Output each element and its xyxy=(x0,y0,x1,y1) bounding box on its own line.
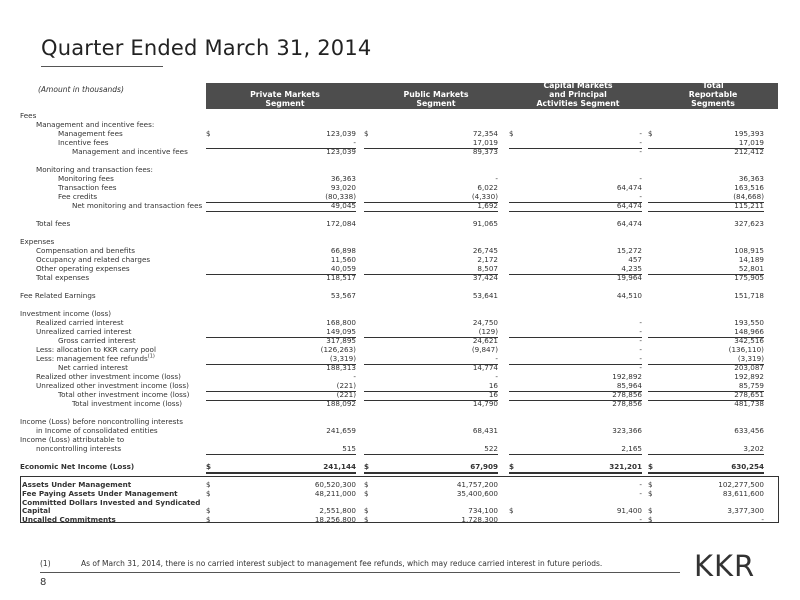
dollar-sign: $ xyxy=(364,515,369,524)
table-cell xyxy=(364,146,498,157)
cell-value: 734,100 xyxy=(468,506,498,515)
row-label-text: Compensation and benefits xyxy=(36,246,136,255)
table-cell xyxy=(206,290,356,301)
table-cell xyxy=(648,443,764,455)
column-header-1 xyxy=(206,83,364,109)
cell-value: 102,277,500 xyxy=(718,480,764,489)
row-label-text: Less: management fee refunds xyxy=(36,354,148,363)
cell-value: - xyxy=(639,363,642,372)
row-label-text: Economic Net Income (Loss) xyxy=(20,462,135,471)
cell-value: 93,020 xyxy=(330,183,356,192)
cell-value: - xyxy=(639,138,642,147)
cell-value: 83,611,600 xyxy=(722,489,764,498)
page-number: 8 xyxy=(40,577,47,588)
cell-value: 195,393 xyxy=(734,129,764,138)
cell-value: 49,045 xyxy=(330,201,356,210)
cell-value: 72,354 xyxy=(472,129,498,138)
dollar-sign: $ xyxy=(648,462,654,471)
column-header-2 xyxy=(364,83,508,109)
aum-row-label: Fee Paying Assets Under Management xyxy=(22,489,178,498)
cell-value: 3,202 xyxy=(743,444,764,453)
column-header-4 xyxy=(648,83,778,109)
cell-value: 1,692 xyxy=(477,201,498,210)
cell-value: 66,898 xyxy=(330,246,356,255)
cell-value: - xyxy=(639,480,642,489)
table-cell xyxy=(509,461,642,474)
cell-value: 41,757,200 xyxy=(456,480,498,489)
cell-value: 37,424 xyxy=(472,273,498,282)
cell-value: 163,516 xyxy=(734,183,764,192)
dollar-sign: $ xyxy=(206,129,211,138)
cell-value: 317,895 xyxy=(326,336,356,345)
column-header-line2: Public Markets xyxy=(403,90,469,99)
cell-value: 123,039 xyxy=(326,147,356,156)
table-cell xyxy=(364,461,498,474)
cell-value: 481,738 xyxy=(734,399,764,408)
row-label xyxy=(72,398,182,409)
dollar-sign: $ xyxy=(206,480,211,489)
cell-value: 26,745 xyxy=(472,246,498,255)
table-cell xyxy=(509,443,642,455)
dollar-sign: $ xyxy=(364,480,369,489)
row-label-text: Unrealized other investment income (loss) xyxy=(36,381,189,390)
table-cell xyxy=(364,488,498,499)
cell-value: 11,560 xyxy=(330,255,356,264)
aum-row-label: Committed Dollars Invested and Syndicated xyxy=(22,498,201,507)
table-cell xyxy=(509,200,642,212)
cell-value: - xyxy=(639,327,642,336)
table-cell xyxy=(206,146,356,157)
cell-value: (129) xyxy=(478,327,498,336)
row-label-text: noncontrolling interests xyxy=(36,444,122,453)
table-cell xyxy=(648,218,764,229)
cell-value: 321,201 xyxy=(609,462,642,471)
cell-value: 18,256,800 xyxy=(314,515,356,524)
dollar-sign: $ xyxy=(648,489,653,498)
cell-value: 172,084 xyxy=(326,219,356,228)
cell-value: (126,263) xyxy=(320,345,356,354)
table-cell xyxy=(648,146,764,157)
cell-value: 64,474 xyxy=(616,201,642,210)
cell-value: 68,431 xyxy=(472,426,498,435)
units-note: (Amount in thousands) xyxy=(38,85,124,94)
cell-value: - xyxy=(353,138,356,147)
table-cell xyxy=(509,290,642,301)
row-label-text: Fee credits xyxy=(58,192,98,201)
cell-value: 149,095 xyxy=(326,327,356,336)
column-header-line2: Reportable xyxy=(688,90,738,99)
cell-value: 323,366 xyxy=(612,426,642,435)
cell-value: 15,272 xyxy=(616,246,642,255)
cell-value: - xyxy=(761,515,764,524)
cell-value: 188,313 xyxy=(326,363,356,372)
table-cell xyxy=(364,272,498,283)
table-cell xyxy=(509,398,642,409)
column-header-3 xyxy=(508,83,648,109)
cell-value: 35,400,600 xyxy=(456,489,498,498)
footer-rule xyxy=(40,572,680,573)
cell-value: (221) xyxy=(336,381,356,390)
cell-value: 118,517 xyxy=(326,273,356,282)
aum-row-label: Uncalled Commitments xyxy=(22,515,116,524)
column-header-line3: Segment xyxy=(416,99,456,108)
cell-value: 108,915 xyxy=(734,246,764,255)
row-label xyxy=(20,461,134,472)
cell-value: 522 xyxy=(484,444,498,453)
cell-value: 91,400 xyxy=(616,506,642,515)
row-label-text: Income (Loss) before noncontrolling interests xyxy=(20,417,183,426)
cell-value: 48,211,000 xyxy=(314,489,356,498)
table-cell xyxy=(509,146,642,157)
cell-value: 17,019 xyxy=(738,138,764,147)
row-label-text: Realized carried interest xyxy=(36,318,124,327)
row-label-text: Fee Related Earnings xyxy=(20,291,96,300)
row-label-text: Gross carried interest xyxy=(58,336,136,345)
row-label-text: Less: allocation to KKR carry pool xyxy=(36,345,156,354)
row-label-text: Monitoring fees xyxy=(58,174,114,183)
dollar-sign: $ xyxy=(648,506,653,515)
table-cell xyxy=(648,272,764,283)
table-cell xyxy=(364,398,498,409)
footnote-reference: (1) xyxy=(147,353,155,360)
table-cell xyxy=(648,488,764,499)
cell-value: 241,659 xyxy=(326,426,356,435)
cell-value: 123,039 xyxy=(326,129,356,138)
table-cell xyxy=(509,514,642,525)
dollar-sign: $ xyxy=(648,480,653,489)
cell-value: 67,909 xyxy=(470,462,498,471)
cell-value: - xyxy=(639,336,642,345)
cell-value: 241,144 xyxy=(323,462,356,471)
column-header-line3: Segment xyxy=(265,99,305,108)
cell-value: 151,718 xyxy=(734,291,764,300)
cell-value: 6,022 xyxy=(477,183,498,192)
cell-value: 342,516 xyxy=(734,336,764,345)
table-cell xyxy=(648,461,764,474)
row-label xyxy=(36,218,70,229)
column-header-line2: and Principal xyxy=(549,90,607,99)
table-cell xyxy=(648,425,764,436)
row-label-text: Management and incentive fees xyxy=(72,147,188,156)
table-cell xyxy=(364,425,498,436)
cell-value: 16 xyxy=(488,390,498,399)
table-cell xyxy=(509,425,642,436)
cell-value: 193,550 xyxy=(734,318,764,327)
column-header-line1 xyxy=(403,81,468,90)
cell-value: 17,019 xyxy=(472,138,498,147)
row-label-text: Total other investment income (loss) xyxy=(58,390,190,399)
table-cell xyxy=(648,200,764,212)
dollar-sign: $ xyxy=(206,506,211,515)
cell-value: 175,905 xyxy=(734,273,764,282)
cell-value: 327,623 xyxy=(734,219,764,228)
dollar-sign: $ xyxy=(509,506,514,515)
table-cell xyxy=(206,200,356,212)
cell-value: 115,211 xyxy=(734,201,764,210)
cell-value: 457 xyxy=(628,255,642,264)
row-label-text: Monitoring and transaction fees: xyxy=(36,165,153,174)
table-cell xyxy=(206,398,356,409)
footnote-marker: (1) xyxy=(40,559,51,568)
row-label-text: Total fees xyxy=(36,219,71,228)
table-cell xyxy=(509,272,642,283)
cell-value: 192,892 xyxy=(612,372,642,381)
dollar-sign: $ xyxy=(206,515,211,524)
cell-value: 515 xyxy=(342,444,356,453)
page-title: Quarter Ended March 31, 2014 xyxy=(41,36,372,60)
cell-value: (84,668) xyxy=(733,192,764,201)
cell-value: - xyxy=(495,354,498,363)
dollar-sign: $ xyxy=(509,129,514,138)
cell-value: 52,801 xyxy=(738,264,764,273)
cell-value: (221) xyxy=(336,390,356,399)
cell-value: (80,338) xyxy=(325,192,356,201)
cell-value: 16 xyxy=(488,381,498,390)
cell-value: - xyxy=(639,129,642,138)
cell-value: 3,377,300 xyxy=(727,506,764,515)
row-label-text: Incentive fees xyxy=(58,138,109,147)
cell-value: 188,092 xyxy=(326,399,356,408)
table-cell xyxy=(206,425,356,436)
cell-value: - xyxy=(639,318,642,327)
dollar-sign: $ xyxy=(206,489,211,498)
row-label xyxy=(72,200,202,211)
title-underline xyxy=(41,66,163,67)
table-cell xyxy=(364,290,498,301)
column-header-line1 xyxy=(250,81,320,90)
cell-value: - xyxy=(353,372,356,381)
cell-value: 148,966 xyxy=(734,327,764,336)
cell-value: 89,373 xyxy=(472,147,498,156)
cell-value: 40,059 xyxy=(330,264,356,273)
table-cell xyxy=(648,398,764,409)
row-label-text: in Income of consolidated entities xyxy=(36,426,158,435)
column-header-line3: Activities Segment xyxy=(536,99,620,108)
cell-value: 44,510 xyxy=(616,291,642,300)
cell-value: 64,474 xyxy=(616,219,642,228)
table-cell xyxy=(364,443,498,455)
row-label xyxy=(72,146,188,157)
cell-value: 85,759 xyxy=(738,381,764,390)
row-label-text: Investment income (loss) xyxy=(20,309,112,318)
table-cell xyxy=(509,488,642,499)
dollar-sign: $ xyxy=(364,489,369,498)
cell-value: 4,235 xyxy=(621,264,642,273)
row-label-text: Total expenses xyxy=(36,273,90,282)
row-label-text: Other operating expenses xyxy=(36,264,130,273)
aum-row-label: Assets Under Management xyxy=(22,480,132,489)
table-cell xyxy=(206,461,356,474)
row-label-text: Fees xyxy=(20,111,37,120)
cell-value: (4,330) xyxy=(471,192,498,201)
cell-value: (9,847) xyxy=(471,345,498,354)
cell-value: - xyxy=(495,174,498,183)
dollar-sign: $ xyxy=(509,462,515,471)
dollar-sign: $ xyxy=(648,129,653,138)
cell-value: 91,065 xyxy=(472,219,498,228)
table-cell xyxy=(648,514,764,525)
dollar-sign: $ xyxy=(648,515,653,524)
column-header-line3: Segments xyxy=(691,99,735,108)
cell-value: 1,728,300 xyxy=(461,515,498,524)
cell-value: 64,474 xyxy=(616,183,642,192)
cell-value: 192,892 xyxy=(734,372,764,381)
table-cell xyxy=(206,443,356,455)
column-header-line1: Capital Markets xyxy=(543,81,613,90)
cell-value: 168,800 xyxy=(326,318,356,327)
dollar-sign: $ xyxy=(206,462,212,471)
cell-value: - xyxy=(639,192,642,201)
cell-value: (3,319) xyxy=(329,354,356,363)
row-label-text: Net carried interest xyxy=(58,363,128,372)
cell-value: - xyxy=(639,489,642,498)
table-cell xyxy=(206,272,356,283)
cell-value: 278,856 xyxy=(612,390,642,399)
cell-value: 36,363 xyxy=(330,174,356,183)
row-label xyxy=(20,290,96,301)
row-label-text: Expenses xyxy=(20,237,55,246)
cell-value: 19,964 xyxy=(616,273,642,282)
row-label-text: Transaction fees xyxy=(58,183,117,192)
cell-value: 14,189 xyxy=(738,255,764,264)
dollar-sign: $ xyxy=(364,129,369,138)
cell-value: 24,750 xyxy=(472,318,498,327)
table-cell xyxy=(206,514,356,525)
table-cell xyxy=(648,290,764,301)
row-label-text: Unrealized carried interest xyxy=(36,327,132,336)
cell-value: - xyxy=(639,345,642,354)
row-label xyxy=(36,443,121,454)
cell-value: - xyxy=(495,372,498,381)
table-cell xyxy=(509,218,642,229)
dollar-sign: $ xyxy=(364,506,369,515)
row-label-text: Management fees xyxy=(58,129,123,138)
row-label-text: Realized other investment income (loss) xyxy=(36,372,181,381)
table-cell xyxy=(364,218,498,229)
cell-value: 278,651 xyxy=(734,390,764,399)
row-label-text: Occupancy and related charges xyxy=(36,255,151,264)
cell-value: 2,165 xyxy=(621,444,642,453)
cell-value: 2,172 xyxy=(477,255,498,264)
column-header-line1: Total xyxy=(702,81,724,90)
cell-value: (136,110) xyxy=(728,345,764,354)
cell-value: - xyxy=(639,515,642,524)
cell-value: 8,507 xyxy=(477,264,498,273)
cell-value: 85,964 xyxy=(616,381,642,390)
row-label-text: Income (Loss) attributable to xyxy=(20,435,125,444)
cell-value: 2,551,800 xyxy=(319,506,356,515)
row-label xyxy=(20,110,36,121)
cell-value: 24,621 xyxy=(472,336,498,345)
cell-value: 36,363 xyxy=(738,174,764,183)
cell-value: - xyxy=(639,354,642,363)
cell-value: 14,790 xyxy=(472,399,498,408)
cell-value: 203,087 xyxy=(734,363,764,372)
cell-value: 212,412 xyxy=(734,147,764,156)
footnote-text: As of March 31, 2014, there is no carried interest subject to management fee refunds, which may reduce carried interest in future periods. xyxy=(81,559,603,568)
cell-value: 633,456 xyxy=(734,426,764,435)
cell-value: 14,774 xyxy=(472,363,498,372)
row-label-text: Management and incentive fees: xyxy=(36,120,155,129)
cell-value: 60,520,300 xyxy=(314,480,356,489)
cell-value: - xyxy=(639,174,642,183)
table-cell xyxy=(364,514,498,525)
cell-value: (3,319) xyxy=(737,354,764,363)
row-label xyxy=(36,272,89,283)
cell-value: 53,567 xyxy=(330,291,356,300)
column-header-line2: Private Markets xyxy=(250,90,320,99)
row-label-text: Total investment income (loss) xyxy=(72,399,183,408)
aum-row-label: Capital xyxy=(22,506,51,515)
table-cell xyxy=(206,218,356,229)
cell-value: 630,254 xyxy=(731,462,764,471)
row-label-text: Net monitoring and transaction fees xyxy=(72,201,203,210)
dollar-sign: $ xyxy=(364,462,370,471)
table-cell xyxy=(364,200,498,212)
table-cell xyxy=(206,488,356,499)
cell-value: 278,856 xyxy=(612,399,642,408)
cell-value: 53,641 xyxy=(472,291,498,300)
kkr-logo: KKR xyxy=(694,549,756,583)
cell-value: - xyxy=(639,147,642,156)
